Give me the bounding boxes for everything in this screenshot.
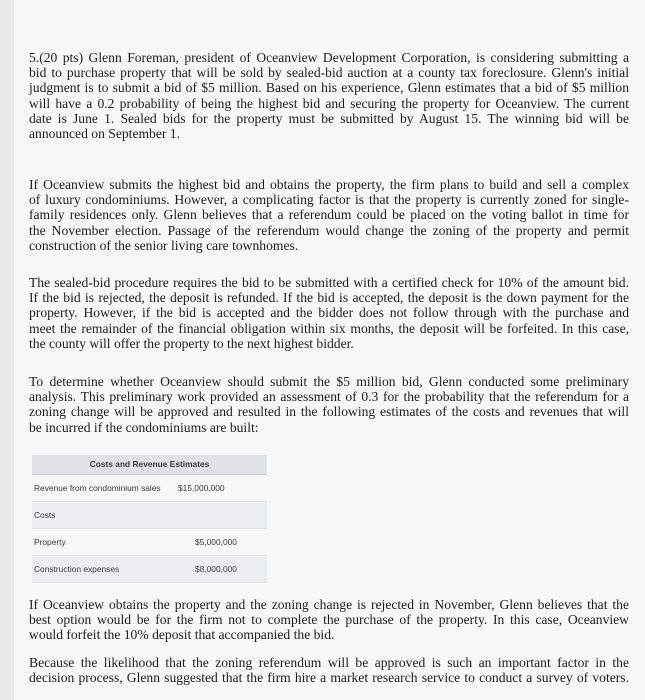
text-line: Because the likelihood that the zoning referendum will be approved is such an important factor in the <box>29 655 629 670</box>
document-page <box>14 0 645 700</box>
text-line: of luxury condominiums. However, a complicating factor is that the property is currently zoned for single- <box>29 192 629 208</box>
row-label: Construction expenses <box>34 564 120 574</box>
table-row <box>32 502 267 529</box>
zoning-paragraph <box>29 177 629 253</box>
text-line: judgment is to submit a bid of $5 million. Based on his experience, Glenn estimates that a bid of $5 million <box>29 80 629 96</box>
text-line: If the bid is rejected, the deposit is refunded. If the bid is accepted, the deposit is the down payment for the <box>29 290 629 306</box>
text-line: analysis. This preliminary work provided an assessment of 0.3 for the probability that the referendum for a <box>29 389 629 405</box>
text-line: date is June 1. Sealed bids for the property must be submitted by August 15. The winning bid will be <box>29 110 629 126</box>
costs-revenue-table <box>32 455 267 583</box>
rejection-paragraph <box>29 597 629 643</box>
text-line: be incurred if the condominiums are built: <box>29 419 259 435</box>
text-line: construction of the senior living care townhomes. <box>29 237 299 253</box>
deposit-paragraph <box>29 275 629 351</box>
row-label: Costs <box>34 510 56 520</box>
analysis-paragraph <box>29 374 629 435</box>
text-line: the November election. Passage of the referendum would change the zoning of the property and permit <box>29 222 629 238</box>
text-line: 5.(20 pts) Glenn Foreman, president of Oceanview Development Corporation, is considering submitting a <box>29 50 629 65</box>
text-line: best option would be for the firm not to complete the purchase of the property. In this case, Oceanview <box>29 612 629 628</box>
text-line: The sealed-bid procedure requires the bid to be submitted with a certified check for 10% of the amount bid. <box>29 275 629 290</box>
text-line: meet the remainder of the financial obligation within six months, the deposit will be forfeited. In this case, <box>29 320 629 336</box>
market-research-paragraph <box>29 655 629 685</box>
text-line: If Oceanview submits the highest bid and obtains the property, the firm plans to build and sell a complex <box>29 177 629 192</box>
text-line: announced on September 1. <box>29 126 180 142</box>
text-line: property. However, if the bid is accepted and the bidder does not follow through with the purchase and <box>29 305 629 321</box>
text-line: decision process, Glenn suggested that the firm hire a market research service to conduct a survey of voters. <box>29 670 629 686</box>
row-label: Property <box>34 537 66 547</box>
table-row <box>32 475 267 502</box>
text-line: If Oceanview obtains the property and the zoning change is rejected in November, Glenn believes that the <box>29 597 629 612</box>
question-intro-paragraph <box>29 50 629 141</box>
table-row <box>32 556 267 583</box>
text-line: family residences only. Glenn believes that a referendum could be placed on the voting ballot in time for <box>29 207 629 223</box>
text-line: zoning change will be approved and resulted in the following estimates of the costs and revenues that will <box>29 404 629 420</box>
text-line: the county will offer the property to the next highest bidder. <box>29 335 354 351</box>
text-line: To determine whether Oceanview should submit the $5 million bid, Glenn conducted some preliminary <box>29 374 629 389</box>
row-value: $8,000,000 <box>195 564 237 574</box>
text-line: will have a 0.2 probability of being the highest bid and securing the property for Oceanview. The current <box>29 95 629 111</box>
table-row <box>32 529 267 556</box>
text-line: bid to purchase property that will be sold by sealed-bid auction at a county tax foreclosure. Glenn's initial <box>29 65 629 81</box>
row-value: $15,000,000 <box>178 483 225 493</box>
table-title: Costs and Revenue Estimates <box>32 455 267 475</box>
text-line: would forfeit the 10% deposit that accompanied the bid. <box>29 627 335 643</box>
row-label: Revenue from condominium sales <box>34 483 161 493</box>
row-value: $5,000,000 <box>195 537 237 547</box>
